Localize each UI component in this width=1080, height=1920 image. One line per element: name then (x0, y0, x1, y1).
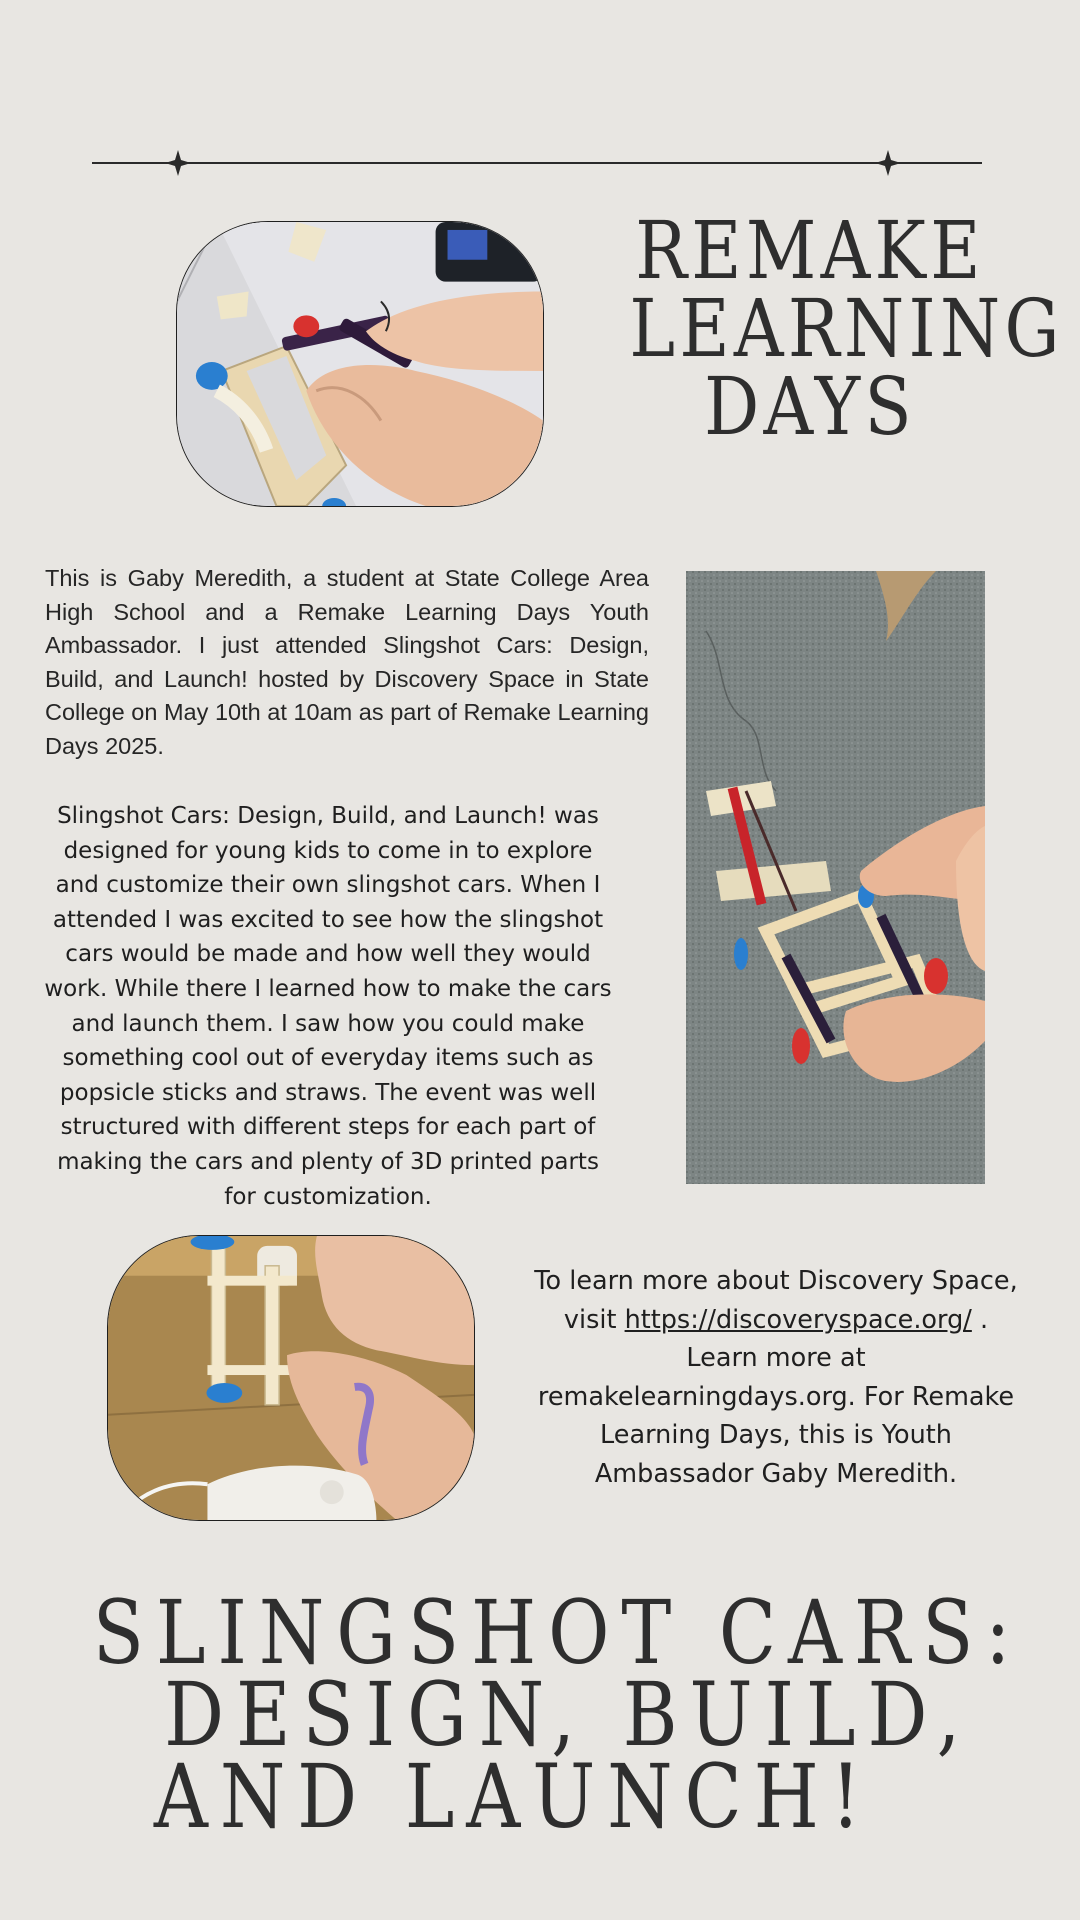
photo-assembling-car (107, 1235, 475, 1521)
title-line-1: REMAKE (635, 204, 985, 297)
photo-car-on-pavement (686, 571, 985, 1184)
discovery-space-link[interactable]: https://discoveryspace.org/ (624, 1304, 972, 1335)
sparkle-right-icon (875, 150, 901, 176)
sparkle-left-icon (165, 150, 191, 176)
event-title-line-3: AND LAUNCH! (153, 1745, 873, 1848)
top-divider (92, 150, 982, 176)
event-title (40, 1581, 1040, 1848)
page-title (629, 204, 1064, 453)
learn-more-intro: To learn more about Discovery Space, visit (534, 1266, 1018, 1335)
title-line-2: LEARNING (629, 282, 1064, 375)
title-line-3: DAYS (704, 360, 916, 453)
photo-building-car (176, 221, 544, 507)
learn-more-paragraph (530, 1262, 1022, 1493)
event-title-line-2: DESIGN, BUILD, (164, 1663, 973, 1766)
intro-paragraph: This is Gaby Meredith, a student at State College Area High School and a Remake Learning Days Youth Ambassador. I just attended Slingshot Cars: Design, Build, and Launch! hosted by Discovery Space in State College on May 10th at 10am as part of Remake Learning Days 2025. (45, 565, 649, 759)
body-paragraph: Slingshot Cars: Design, Build, and Launch! was designed for young kids to come in to explore and customize their own slingshot cars. When I attended I was excited to see how the slingshot cars would be made and how well they would work. While there I learned how to make the cars and launch them. I saw how you could make something cool out of everyday items such as popsicle sticks and straws. The event was well structured with different steps for each part of making the cars and plenty of 3D printed parts for customization. (44, 803, 612, 1210)
event-title-line-1: SLINGSHOT CARS: (92, 1581, 1023, 1684)
learn-more-outro: . Learn more at remakelearningdays.org. For Remake Learning Days, this is Youth Ambassador Gaby Meredith. (537, 1304, 1015, 1489)
